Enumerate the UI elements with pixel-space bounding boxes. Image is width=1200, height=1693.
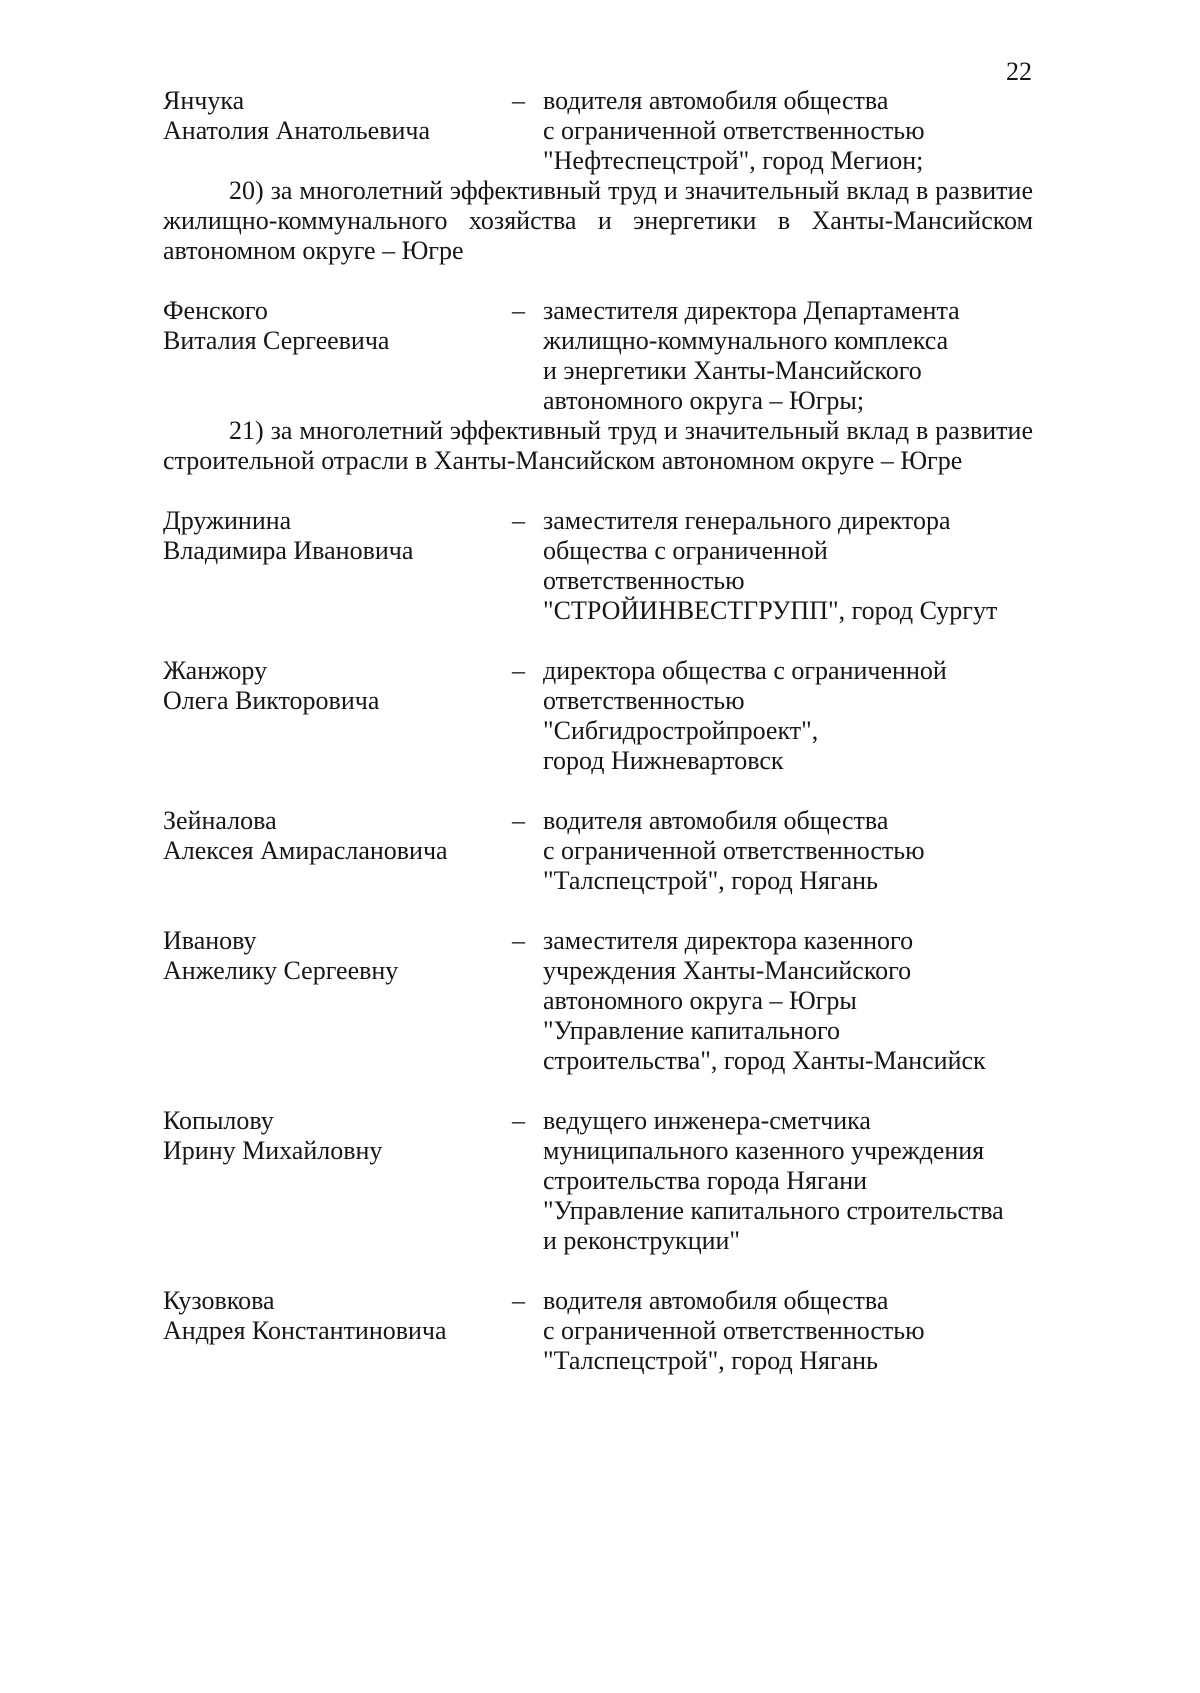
recipient-surname: Дружинина [163,506,292,535]
position-line: "Сибгидростройпроект", [543,716,819,745]
clause-line: жилищно-коммунального хозяйства и энергетики в Ханты-Мансийском [163,206,1033,235]
recipient-position [543,806,1033,896]
recipient-position [543,296,1033,416]
recipient-given-names: Алексея Амираслановича [163,836,448,865]
recipient-name [163,926,512,1076]
recipient-name [163,656,512,776]
separator-dash: – [512,806,525,835]
recipient-given-names: Анатолия Анатольевича [163,116,430,145]
position-line: заместителя директора Департамента [543,296,960,325]
position-line: с ограниченной ответственностью [543,836,925,865]
recipient-position [543,86,1033,176]
position-line: заместителя директора казенного [543,926,914,955]
recipient-position [543,926,1033,1076]
position-line: муниципального казенного учреждения [543,1136,985,1165]
recipient-entry [163,506,1033,626]
recipient-name [163,1286,512,1376]
position-line: директора общества с ограниченной [543,656,947,685]
position-line: жилищно-коммунального комплекса [543,326,949,355]
recipient-name [163,806,512,896]
award-clause [163,176,1033,266]
position-line: автономного округа – Югры; [543,386,865,415]
recipient-entry [163,926,1033,1076]
clause-line: строительной отрасли в Ханты-Мансийском автономном округе – Югре [163,446,963,475]
position-line: учреждения Ханты-Мансийского [543,956,912,985]
position-line: ответственностью [543,566,745,595]
separator-dash: – [512,86,525,115]
separator-dash: – [512,296,525,325]
position-line: водителя автомобиля общества [543,1286,889,1315]
recipient-entry [163,1286,1033,1376]
separator-dash: – [512,506,525,535]
recipient-entry [163,806,1033,896]
position-line: заместителя генерального директора [543,506,951,535]
position-line: и энергетики Ханты-Мансийского [543,356,922,385]
recipient-given-names: Анжелику Сергеевну [163,956,399,985]
position-line: с ограниченной ответственностью [543,116,925,145]
position-line: "Управление капитального строительства [543,1196,1004,1225]
position-line: "Управление капитального [543,1016,840,1045]
recipient-entry [163,1106,1033,1256]
separator-dash: – [512,926,525,955]
recipient-given-names: Андрея Константиновича [163,1316,447,1345]
award-clause [163,416,1033,476]
position-line: "Талспецстрой", город Нягань [543,866,878,895]
position-line: "Нефтеспецстрой", город Мегион; [543,146,924,175]
recipient-surname: Янчука [163,86,245,115]
recipient-surname: Кузовкова [163,1286,275,1315]
position-line: "Талспецстрой", город Нягань [543,1346,878,1375]
recipient-given-names: Владимира Ивановича [163,536,414,565]
position-line: водителя автомобиля общества [543,86,889,115]
recipient-surname: Жанжору [163,656,268,685]
position-line: и реконструкции" [543,1226,741,1255]
document-body [163,86,1033,1376]
recipient-surname: Фенского [163,296,268,325]
recipient-position [543,506,1033,626]
recipient-entry [163,86,1033,176]
award-section [163,176,1033,416]
position-line: "СТРОЙИНВЕСТГРУПП", город Сургут [543,596,998,625]
clause-line: автономном округе – Югре [163,236,464,265]
separator-dash: – [512,1286,525,1315]
separator-dash: – [512,1106,525,1135]
award-section [163,416,1033,1376]
recipient-surname: Иванову [163,926,257,955]
clause-line: 20) за многолетний эффективный труд и значительный вклад в развитие [229,176,1033,205]
recipient-given-names: Виталия Сергеевича [163,326,390,355]
recipient-name [163,86,512,176]
position-line: строительства", город Ханты-Мансийск [543,1046,986,1075]
recipient-given-names: Ирину Михайловну [163,1136,383,1165]
recipient-name [163,506,512,626]
recipient-position [543,1106,1033,1256]
page-number: 22 [1006,57,1032,86]
position-line: с ограниченной ответственностью [543,1316,925,1345]
separator-dash: – [512,656,525,685]
position-line: водителя автомобиля общества [543,806,889,835]
recipient-given-names: Олега Викторовича [163,686,380,715]
position-line: ответственностью [543,686,745,715]
recipient-name [163,296,512,416]
recipient-position [543,1286,1033,1376]
recipient-entry [163,296,1033,416]
position-line: автономного округа – Югры [543,986,857,1015]
recipient-surname: Копылову [163,1106,274,1135]
position-line: ведущего инженера-сметчика [543,1106,871,1135]
position-line: общества с ограниченной [543,536,828,565]
recipient-entry [163,656,1033,776]
recipient-position [543,656,1033,776]
position-line: строительства города Нягани [543,1166,868,1195]
position-line: город Нижневартовск [543,746,784,775]
award-section [163,86,1033,176]
recipient-surname: Зейналова [163,806,277,835]
clause-line: 21) за многолетний эффективный труд и значительный вклад в развитие [229,416,1033,445]
recipient-name [163,1106,512,1256]
